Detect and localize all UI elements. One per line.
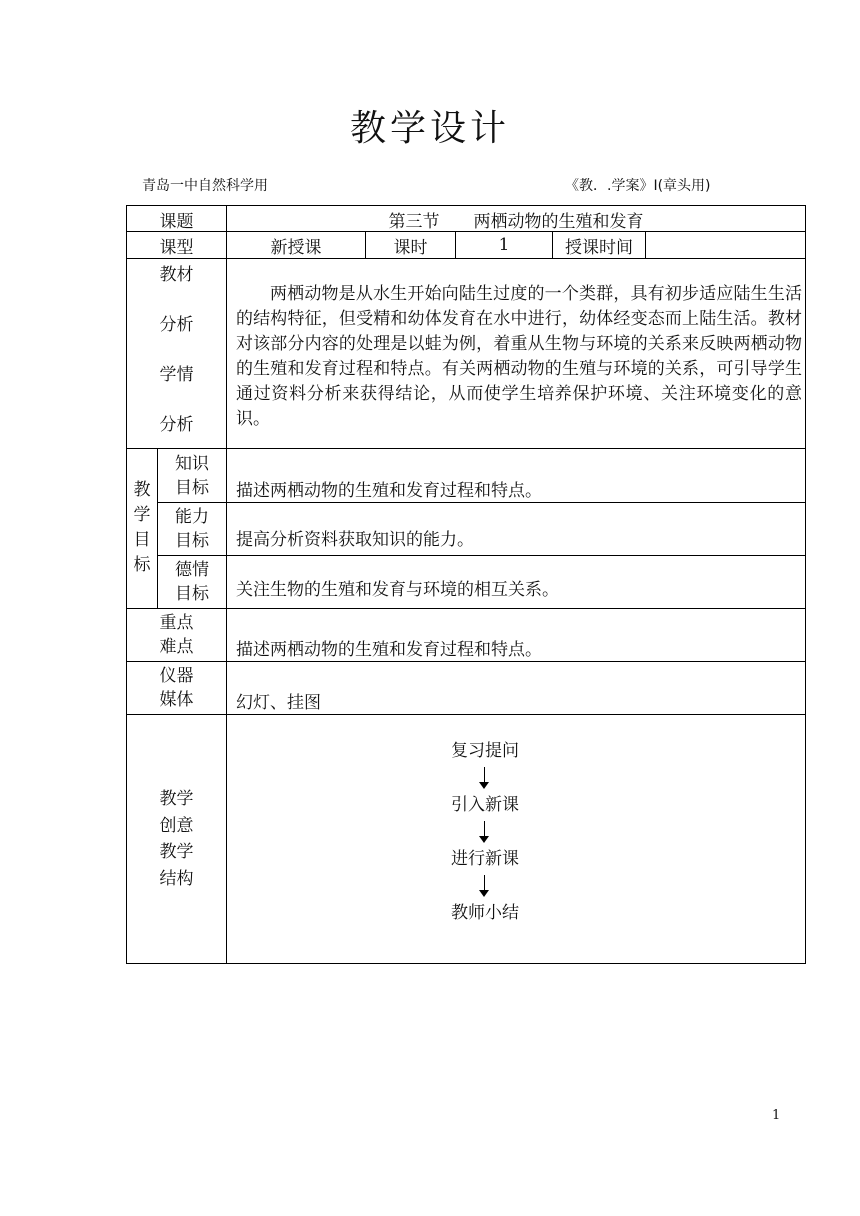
structure-label: 教学 创意 教学 结构: [159, 789, 194, 889]
down-arrow-icon: [430, 764, 540, 792]
analysis-text: 两栖动物是从水生开始向陆生过度的一个类群，具有初步适应陆生生活的结构特征，但受精和幼体发育在水中进行，幼体经变态而上陆生活。教材对该部分内容的处理是以蛙为例，着重从生物与环境的关系来反映两栖动物的生殖和发育过程和特点。有关两栖动物的生殖与环境的关系，可引导学生通过资料分析来获得结论，从而使学生培养保护环境、关注环境变化的意识。: [236, 284, 802, 429]
hours-label: 课时: [393, 238, 428, 258]
flow-step-intro: 引入新课: [451, 795, 519, 815]
structure-flowchart: [430, 738, 540, 926]
header-school: 青岛一中自然科学用: [142, 178, 268, 194]
goals-label-4: 标: [133, 555, 151, 575]
media-label: 仪器 媒体: [159, 666, 194, 710]
key-label: 重点 难点: [159, 613, 194, 657]
page-title: 教学设计: [349, 108, 510, 149]
analysis-label-1: 教材: [159, 265, 194, 285]
header-doc-type: 《教．.学案》I(章头用): [565, 178, 711, 194]
flow-step-review: 复习提问: [451, 741, 519, 761]
type-value: 新授课: [270, 238, 322, 258]
goals-label-2: 学: [133, 505, 151, 525]
hours-value: 1: [498, 235, 510, 255]
goal-ability-label: 能力 目标: [175, 507, 209, 551]
goal-knowledge-label: 知识 目标: [175, 454, 209, 498]
goal-moral-label: 德情 目标: [175, 560, 209, 604]
page-number: 1: [772, 1108, 781, 1123]
goals-label-3: 目: [133, 530, 151, 550]
media-text: 幻灯、挂图: [236, 693, 321, 713]
down-arrow-icon: [430, 872, 540, 900]
goals-label-1: 教: [133, 480, 151, 500]
goal-moral-text: 关注生物的生殖和发育与环境的相互关系。: [236, 580, 559, 600]
flow-step-lesson: 进行新课: [451, 849, 519, 869]
flow-step-summary: 教师小结: [451, 903, 519, 923]
topic-value: 第三节 两栖动物的生殖和发育: [388, 212, 644, 232]
down-arrow-icon: [430, 818, 540, 846]
topic-label: 课题: [159, 212, 194, 232]
time-label: 授课时间: [565, 238, 633, 258]
analysis-label-4: 分析: [159, 415, 194, 435]
goal-ability-text: 提高分析资料获取知识的能力。: [236, 530, 474, 550]
goal-knowledge-text: 描述两栖动物的生殖和发育过程和特点。: [236, 481, 542, 501]
analysis-label-2: 分析: [159, 315, 194, 335]
type-label: 课型: [159, 238, 194, 258]
key-text: 描述两栖动物的生殖和发育过程和特点。: [236, 640, 542, 660]
analysis-label-3: 学情: [159, 365, 194, 385]
